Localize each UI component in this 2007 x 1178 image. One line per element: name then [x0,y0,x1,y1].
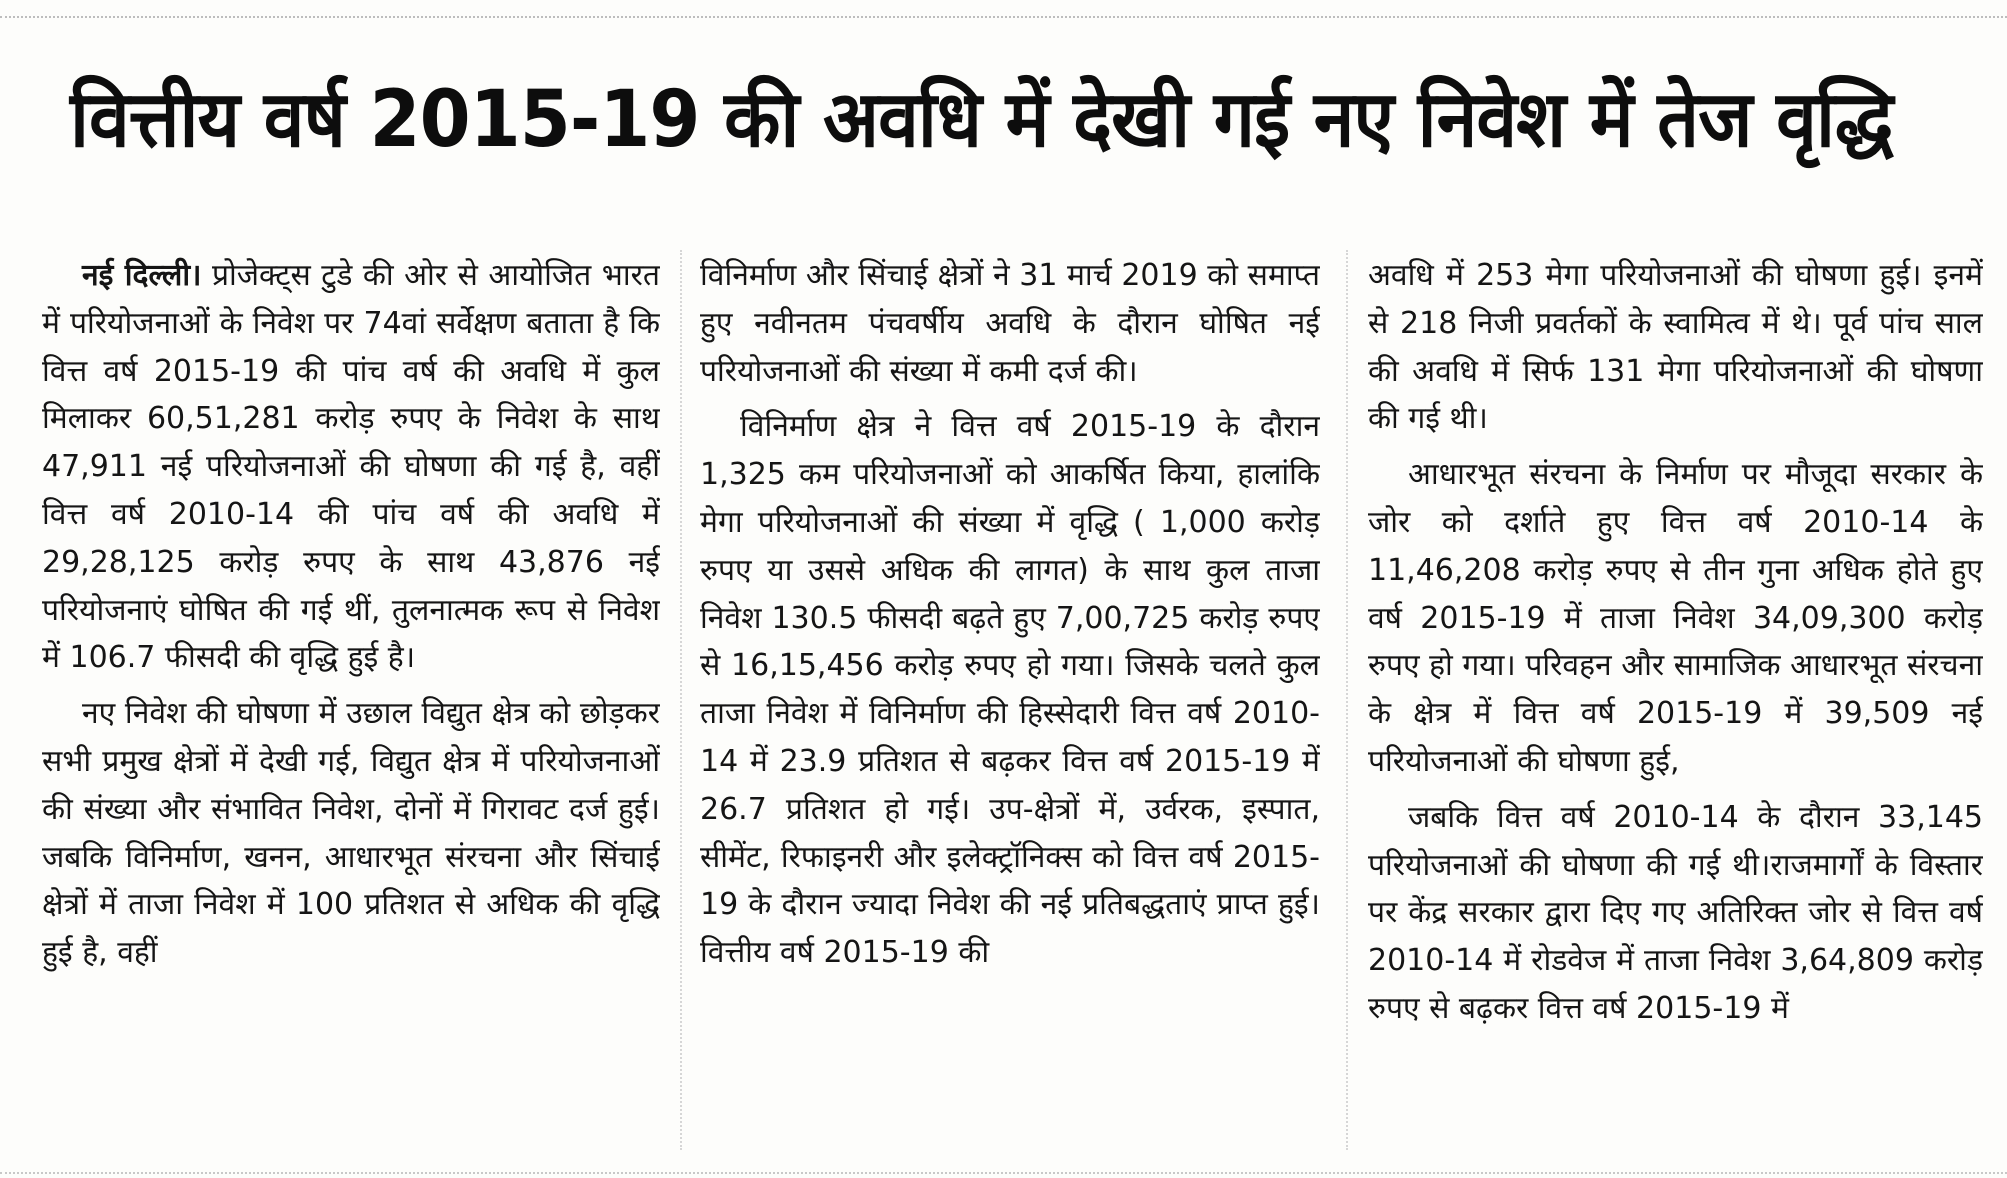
article-paragraph: जबकि वित्त वर्ष 2010-14 के दौरान 33,145 परियोजनाओं की घोषणा की गई थी।राजमार्गों के विस्तार पर केंद्र सरकार द्वारा दिए गए अतिरिक्त जोर से वित्त वर्ष 2010-14 में रोडवेज में ताजा निवेश 3,64,809 करोड़ रुपए से बढ़कर वित्त वर्ष 2015-19 में [1368,799,1983,1026]
article-paragraph [42,252,660,682]
article-paragraph: विनिर्माण क्षेत्र ने वित्त वर्ष 2015-19 के दौरान 1,325 कम परियोजनाओं को आकर्षित किया, हालांकि मेगा परियोजनाओं की संख्या में वृद्धि ( 1,000 करोड़ रुपए या उससे अधिक की लागत) के साथ कुल ताजा निवेश 130.5 फीसदी बढ़ते हुए 7,00,725 करोड़ रुपए से 16,15,456 करोड़ रुपए हो गया। जिसके चलते कुल ताजा निवेश में विनिर्माण की हिस्सेदारी वित्त वर्ष 2010-14 में 23.9 प्रतिशत से बढ़कर वित्त वर्ष 2015-19 में 26.7 प्रतिशत हो गई। उप-क्षेत्रों में, उर्वरक, इस्पात, सीमेंट, रिफाइनरी और इलेक्ट्रॉनिक्स को वित्त वर्ष 2015-19 के दौरान ज्यादा निवेश की नई प्रतिबद्धताएं प्राप्त हुई।वित्तीय वर्ष 2015-19 की [700,409,1320,971]
article-paragraph: विनिर्माण और सिंचाई क्षेत्रों ने 31 मार्च 2019 को समाप्त हुए नवीनतम पंचवर्षीय अवधि के दौरान घोषित नई परियोजनाओं की संख्या में कमी दर्ज की। [700,258,1320,389]
column-divider [680,250,682,1150]
column-divider [1346,250,1348,1150]
article-column-2 [700,252,1320,1172]
dateline: नई दिल्ली। [82,258,202,293]
article-paragraph: अवधि में 253 मेगा परियोजनाओं की घोषणा हुई। इनमें से 218 निजी प्रवर्तकों के स्वामित्व में थे। पूर्व पांच साल की अवधि में सिर्फ 131 मेगा परियोजनाओं की घोषणा की गई थी। [1368,258,1983,437]
article-column-3 [1368,252,1983,1172]
paragraph-text: प्रोजेक्ट्स टुडे की ओर से आयोजित भारत में परियोजनाओं के निवेश पर 74वां सर्वेक्षण बताता है कि वित्त वर्ष 2015-19 की पांच वर्ष की अवधि में कुल मिलाकर 60,51,281 करोड़ रुपए के निवेश के साथ 47,911 नई परियोजनाओं की घोषणा की गई है, वहीं वित्त वर्ष 2010-14 की पांच वर्ष की अवधि में 29,28,125 करोड़ रुपए के साथ 43,876 नई परियोजनाएं घोषित की गई थीं, तुलनात्मक रूप से निवेश में 106.7 फीसदी की वृद्धि हुई है। [42,258,660,676]
bottom-edge-rule [0,1172,2007,1178]
article-paragraph: नए निवेश की घोषणा में उछाल विद्युत क्षेत्र को छोड़कर सभी प्रमुख क्षेत्रों में देखी गई, विद्युत क्षेत्र में परियोजनाओं की संख्या और संभावित निवेश, दोनों में गिरावट दर्ज हुई। जबकि विनिर्माण, खनन, आधारभूत संरचना और सिंचाई क्षेत्रों में ताजा निवेश में 100 प्रतिशत से अधिक की वृद्धि हुई है, वहीं [42,696,660,971]
article-column-1 [42,252,660,1172]
top-edge-rule [0,0,2007,18]
article-paragraph: आधारभूत संरचना के निर्माण पर मौजूदा सरकार के जोर को दर्शाते हुए वित्त वर्ष 2010-14 के 11,46,208 करोड़ रुपए से तीन गुना अधिक होते हुए वर्ष 2015-19 में ताजा निवेश 34,09,300 करोड़ रुपए हो गया। परिवहन और सामाजिक आधारभूत संरचना के क्षेत्र में वित्त वर्ष 2015-19 में 39,509 नई परियोजनाओं की घोषणा हुई, [1368,457,1983,779]
article-headline: वित्तीय वर्ष 2015-19 की अवधि में देखी गई नए निवेश में तेज वृद्धि [70,75,1893,165]
